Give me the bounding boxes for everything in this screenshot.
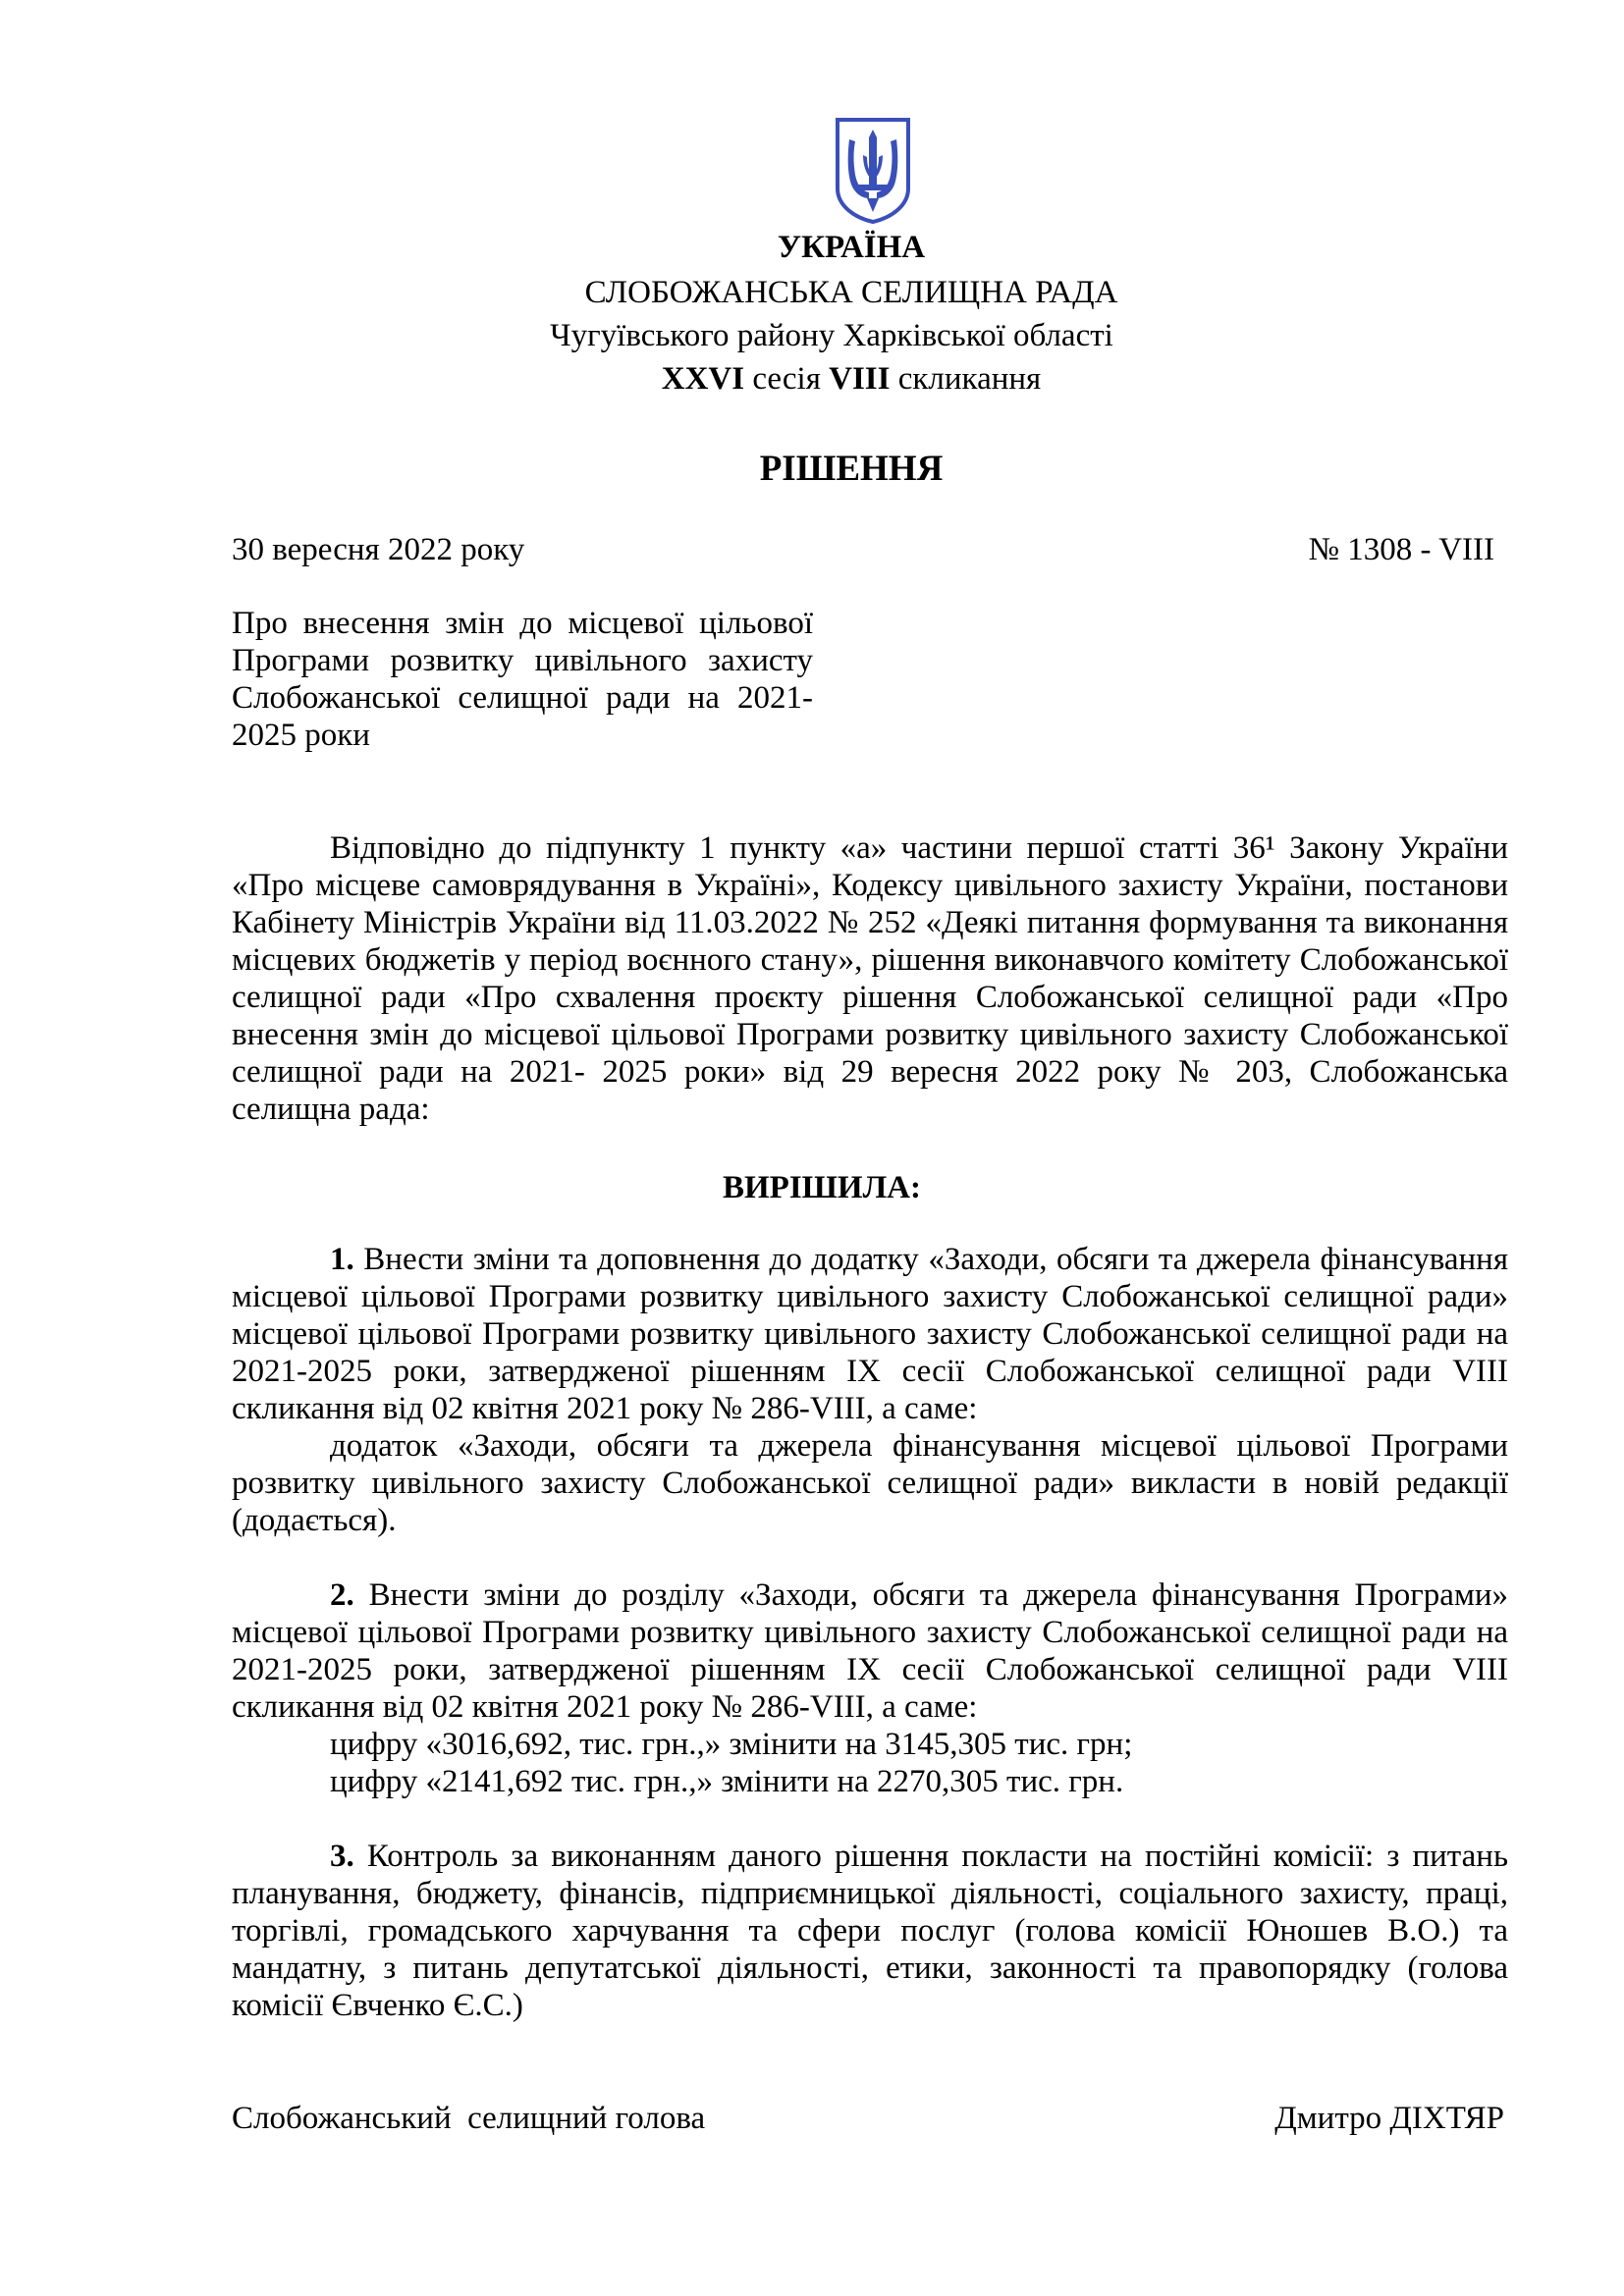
session-number: XXVI <box>661 361 745 397</box>
decision-number: № 1308 - VIII <box>1308 532 1494 567</box>
item-2-change-line-a: цифру «3016,692, тис. грн.,» змінити на 3145,305 тис. грн; <box>330 1727 1133 1762</box>
decision-subject: Про внесення змін до місцевої цільової Програми розвитку цивільного захисту Слобожанської селищної ради на 2021-2025 роки <box>232 606 813 753</box>
decision-date: 30 вересня 2022 року <box>232 532 525 567</box>
item-3-number: 3. <box>330 1839 354 1874</box>
decided-heading: ВИРІШИЛА: <box>723 1170 921 1205</box>
item-3-text: Контроль за виконанням даного рішення покласти на постійні комісії: з питань планування, бюджету, фінансів, підприємницької діяльності, соціального захисту, праці, торгівлі, громадського харчування та сфери послуг (голова комісії Юношев В.О.) та мандатну, з питань депутатської діяльності, етики, законності та правопорядку (голова комісії Євченко Є.С.) <box>232 1839 1508 2023</box>
item-2-number: 2. <box>330 1577 354 1613</box>
item-2-change-line-b: цифру «2141,692 тис. грн.,» змінити на 2270,305 тис. грн. <box>330 1764 1124 1799</box>
item-2-text: Внести зміни до розділу «Заходи, обсяги та джерела фінансування Програми» місцевої цільової Програми розвитку цивільного захисту Слобожанської селищної ради на 2021-2025 роки, затвердженої рішенням IX сесії Слобожанської селищної ради VIII скликання від 02 квітня 2021 року № 286-VIII, а саме: <box>232 1577 1508 1725</box>
item-1-number: 1. <box>330 1242 354 1277</box>
district-line: Чугуївського району Харківської області <box>550 318 1113 353</box>
session-line <box>39 359 1624 399</box>
coat-of-arms-icon <box>834 116 912 224</box>
item-1-text: Внести зміни та доповнення до додатку «Заходи, обсяги та джерела фінансування місцевої цільової Програми розвитку цивільного захисту Слобожанської селищної ради» місцевої цільової Програми розвитку цивільного захисту Слобожанської селищної ради на 2021-2025 роки, затвердженої рішенням IX сесії Слобожанської селищної ради VIII скликання від 02 квітня 2021 року № 286-VIII, а саме: <box>232 1242 1508 1426</box>
convocation-number: VIII <box>829 361 891 397</box>
preamble-paragraph: Відповідно до підпункту 1 пункту «а» частини першої статті 36¹ Закону України «Про місцеве самоврядування в Україні», Кодексу цивільного захисту України, постанови Кабінету Міністрів України від 11.03.2022 № 252 «Деякі питання формування та виконання місцевих бюджетів у період воєнного стану», рішення виконавчого комітету Слобожанської селищної ради «Про схвалення проєкту рішення Слобожанської селищної ради «Про внесення змін до місцевої цільової Програми розвитку цивільного захисту Слобожанської селищної ради на 2021- 2025 роки» від 29 вересня 2022 року № 203, Слобожанська селищна рада: <box>232 830 1508 1127</box>
country-heading: УКРАЇНА <box>777 230 926 265</box>
council-name: СЛОБОЖАНСЬКА СЕЛИЩНА РАДА <box>584 275 1118 310</box>
item-3-paragraph <box>232 1838 1508 2024</box>
item-1-sub-paragraph: додаток «Заходи, обсяги та джерела фінансування місцевої цільової Програми розвитку цивільного захисту Слобожанської селищної ради» викласти в новій редакції (додається). <box>232 1428 1508 1538</box>
session-word: сесія <box>744 361 830 397</box>
signatory-position: Слобожанський селищний голова <box>232 2101 706 2136</box>
item-1-paragraph <box>232 1241 1508 1427</box>
item-2-paragraph <box>232 1576 1508 1726</box>
convocation-word: скликання <box>890 361 1042 397</box>
document-title: РІШЕННЯ <box>759 449 944 489</box>
signatory-name: Дмитро ДІХТЯР <box>1274 2101 1504 2136</box>
